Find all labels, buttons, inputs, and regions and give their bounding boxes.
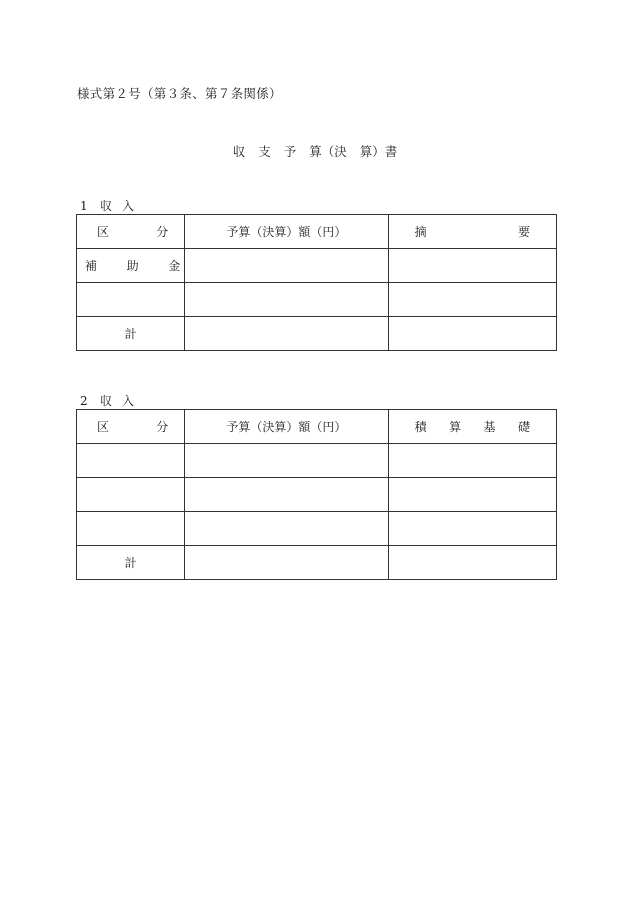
section-number: 1	[80, 199, 88, 213]
section-2-heading	[80, 392, 144, 409]
header-category: 区 分	[77, 410, 185, 444]
row-basis	[388, 512, 556, 546]
total-amount	[185, 317, 388, 351]
row-amount	[185, 444, 388, 478]
row-amount	[185, 283, 388, 317]
row-note	[388, 249, 556, 283]
row-category	[77, 478, 185, 512]
header-category: 区 分	[77, 215, 185, 249]
table-total-row	[77, 546, 557, 580]
table-row	[77, 512, 557, 546]
total-amount	[185, 546, 388, 580]
row-basis	[388, 444, 556, 478]
section-number: 2	[80, 394, 88, 408]
total-basis	[388, 546, 556, 580]
section-label: 収入	[100, 394, 145, 408]
row-category: 補 助 金	[77, 249, 185, 283]
row-category	[77, 283, 185, 317]
row-category	[77, 444, 185, 478]
table-header-row	[77, 410, 557, 444]
expenditure-table	[76, 409, 557, 580]
row-note	[388, 283, 556, 317]
table-row	[77, 444, 557, 478]
header-amount: 予算（決算）額（円）	[185, 410, 388, 444]
title-char: 算）	[359, 144, 385, 159]
title-char: 算	[309, 144, 322, 159]
row-basis	[388, 478, 556, 512]
total-label: 計	[77, 546, 185, 580]
table-total-row	[77, 317, 557, 351]
section-label: 収入	[100, 199, 145, 213]
title-char: 支	[258, 144, 271, 159]
form-number: 様式第２号（第３条、第７条関係）	[77, 86, 282, 101]
table-row	[77, 249, 557, 283]
title-char: 収	[232, 144, 246, 159]
header-amount: 予算（決算）額（円）	[185, 215, 388, 249]
row-category	[77, 512, 185, 546]
row-amount	[185, 478, 388, 512]
header-basis: 積 算 基 礎	[388, 410, 556, 444]
section-1-heading	[80, 197, 144, 214]
title-char: （決	[321, 144, 347, 159]
title-char: 予	[283, 144, 297, 159]
title-char: 書	[384, 144, 398, 159]
row-amount	[185, 249, 388, 283]
total-note	[388, 317, 556, 351]
header-note: 摘 要	[388, 215, 556, 249]
income-table	[76, 214, 557, 351]
table-header-row	[77, 215, 557, 249]
table-row	[77, 283, 557, 317]
row-amount	[185, 512, 388, 546]
total-label: 計	[77, 317, 185, 351]
table-row	[77, 478, 557, 512]
document-title	[0, 142, 630, 160]
